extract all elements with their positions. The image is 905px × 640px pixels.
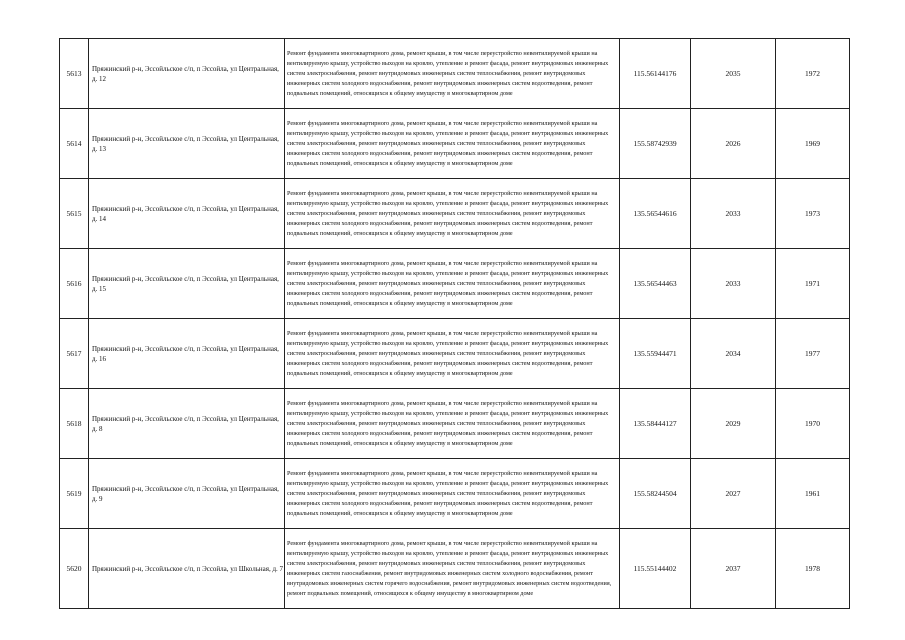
works-text: Ремонт фундамента многоквартирного дома, ремонт крыши, в том числе переустройство невентилируемой крыши на вентилируемую крышу, устройство выходов на кровлю, утепление и ремонт фасада, ремонт внутридомовых инженерных систем электроснабжения, ремонт внутридомовых инженерных систем теплоснабжения, ремонт внутридомовых инженерных систем холодного водоснабжения, ремонт внутридомовых инженерных систем водоотведения, ремонт подвальных помещений, относящихся к общему имуществу в многоквартирном доме bbox=[287, 329, 609, 377]
planned-year-cell: 2027 bbox=[691, 459, 776, 529]
table-row bbox=[60, 389, 850, 459]
built-year-cell: 1972 bbox=[776, 39, 850, 109]
address-cell: Пряжинский р-н, Эссойльское с/п, п Эссойла, ул Центральная, д. 12 bbox=[89, 39, 285, 109]
area-cell: 115.55144402 bbox=[620, 529, 691, 609]
address-cell: Пряжинский р-н, Эссойльское с/п, п Эссойла, ул Центральная, д. 14 bbox=[89, 179, 285, 249]
table-row bbox=[60, 529, 850, 609]
built-year-cell: 1969 bbox=[776, 109, 850, 179]
works-cell bbox=[285, 249, 620, 319]
row-number: 5617 bbox=[60, 319, 89, 389]
housing-repair-table bbox=[59, 38, 850, 609]
works-cell bbox=[285, 459, 620, 529]
address-cell: Пряжинский р-н, Эссойльское с/п, п Эссойла, ул Центральная, д. 16 bbox=[89, 319, 285, 389]
row-number: 5616 bbox=[60, 249, 89, 319]
table-row bbox=[60, 109, 850, 179]
area-cell: 135.56544463 bbox=[620, 249, 691, 319]
address-cell: Пряжинский р-н, Эссойльское с/п, п Эссойла, ул Школьная, д. 7 bbox=[89, 529, 285, 609]
works-cell bbox=[285, 319, 620, 389]
built-year-cell: 1978 bbox=[776, 529, 850, 609]
address-cell: Пряжинский р-н, Эссойльское с/п, п Эссойла, ул Центральная, д. 8 bbox=[89, 389, 285, 459]
planned-year-cell: 2033 bbox=[691, 249, 776, 319]
built-year-cell: 1961 bbox=[776, 459, 850, 529]
address-cell: Пряжинский р-н, Эссойльское с/п, п Эссойла, ул Центральная, д. 15 bbox=[89, 249, 285, 319]
row-number: 5613 bbox=[60, 39, 89, 109]
planned-year-cell: 2033 bbox=[691, 179, 776, 249]
works-cell bbox=[285, 39, 620, 109]
works-text: Ремонт фундамента многоквартирного дома, ремонт крыши, в том числе переустройство невентилируемой крыши на вентилируемую крышу, устройство выходов на кровлю, утепление и ремонт фасада, ремонт внутридомовых инженерных систем электроснабжения, ремонт внутридомовых инженерных систем теплоснабжения, ремонт внутридомовых инженерных систем газоснабжения, ремонт внутридомовых инженерных систем холодного водоснабжения, ремонт внутридомовых инженерных систем горячего водоснабжения, ремонт внутридомовых инженерных систем водоотведения, ремонт подвальных помещений, относящихся к общему имуществу в многоквартирном доме bbox=[287, 539, 612, 597]
area-cell: 155.58742939 bbox=[620, 109, 691, 179]
works-text: Ремонт фундамента многоквартирного дома, ремонт крыши, в том числе переустройство невентилируемой крыши на вентилируемую крышу, устройство выходов на кровлю, утепление и ремонт фасада, ремонт внутридомовых инженерных систем электроснабжения, ремонт внутридомовых инженерных систем теплоснабжения, ремонт внутридомовых инженерных систем холодного водоснабжения, ремонт внутридомовых инженерных систем водоотведения, ремонт подвальных помещений, относящихся к общему имуществу в многоквартирном доме bbox=[287, 469, 609, 517]
area-cell: 155.58244504 bbox=[620, 459, 691, 529]
area-cell: 135.55944471 bbox=[620, 319, 691, 389]
table-row bbox=[60, 319, 850, 389]
works-cell bbox=[285, 529, 620, 609]
table-row bbox=[60, 249, 850, 319]
works-cell bbox=[285, 389, 620, 459]
address-cell: Пряжинский р-н, Эссойльское с/п, п Эссойла, ул Центральная, д. 9 bbox=[89, 459, 285, 529]
planned-year-cell: 2035 bbox=[691, 39, 776, 109]
planned-year-cell: 2034 bbox=[691, 319, 776, 389]
built-year-cell: 1973 bbox=[776, 179, 850, 249]
table-body bbox=[60, 39, 850, 609]
works-text: Ремонт фундамента многоквартирного дома, ремонт крыши, в том числе переустройство невентилируемой крыши на вентилируемую крышу, устройство выходов на кровлю, утепление и ремонт фасада, ремонт внутридомовых инженерных систем электроснабжения, ремонт внутридомовых инженерных систем теплоснабжения, ремонт внутридомовых инженерных систем холодного водоснабжения, ремонт внутридомовых инженерных систем водоотведения, ремонт подвальных помещений, относящихся к общему имуществу в многоквартирном доме bbox=[287, 49, 609, 97]
area-cell: 115.56144176 bbox=[620, 39, 691, 109]
works-text: Ремонт фундамента многоквартирного дома, ремонт крыши, в том числе переустройство невентилируемой крыши на вентилируемую крышу, устройство выходов на кровлю, утепление и ремонт фасада, ремонт внутридомовых инженерных систем электроснабжения, ремонт внутридомовых инженерных систем теплоснабжения, ремонт внутридомовых инженерных систем холодного водоснабжения, ремонт внутридомовых инженерных систем водоотведения, ремонт подвальных помещений, относящихся к общему имуществу в многоквартирном доме bbox=[287, 399, 609, 447]
table-row bbox=[60, 459, 850, 529]
row-number: 5615 bbox=[60, 179, 89, 249]
area-cell: 135.58444127 bbox=[620, 389, 691, 459]
planned-year-cell: 2026 bbox=[691, 109, 776, 179]
row-number: 5619 bbox=[60, 459, 89, 529]
built-year-cell: 1971 bbox=[776, 249, 850, 319]
table-row bbox=[60, 179, 850, 249]
row-number: 5614 bbox=[60, 109, 89, 179]
planned-year-cell: 2037 bbox=[691, 529, 776, 609]
works-text: Ремонт фундамента многоквартирного дома, ремонт крыши, в том числе переустройство невентилируемой крыши на вентилируемую крышу, устройство выходов на кровлю, утепление и ремонт фасада, ремонт внутридомовых инженерных систем электроснабжения, ремонт внутридомовых инженерных систем теплоснабжения, ремонт внутридомовых инженерных систем холодного водоснабжения, ремонт внутридомовых инженерных систем водоотведения, ремонт подвальных помещений, относящихся к общему имуществу в многоквартирном доме bbox=[287, 259, 609, 307]
table-row bbox=[60, 39, 850, 109]
row-number: 5620 bbox=[60, 529, 89, 609]
works-text: Ремонт фундамента многоквартирного дома, ремонт крыши, в том числе переустройство невентилируемой крыши на вентилируемую крышу, устройство выходов на кровлю, утепление и ремонт фасада, ремонт внутридомовых инженерных систем электроснабжения, ремонт внутридомовых инженерных систем теплоснабжения, ремонт внутридомовых инженерных систем холодного водоснабжения, ремонт внутридомовых инженерных систем водоотведения, ремонт подвальных помещений, относящихся к общему имуществу в многоквартирном доме bbox=[287, 189, 609, 237]
area-cell: 135.56544616 bbox=[620, 179, 691, 249]
built-year-cell: 1970 bbox=[776, 389, 850, 459]
works-text: Ремонт фундамента многоквартирного дома, ремонт крыши, в том числе переустройство невентилируемой крыши на вентилируемую крышу, устройство выходов на кровлю, утепление и ремонт фасада, ремонт внутридомовых инженерных систем электроснабжения, ремонт внутридомовых инженерных систем теплоснабжения, ремонт внутридомовых инженерных систем холодного водоснабжения, ремонт внутридомовых инженерных систем водоотведения, ремонт подвальных помещений, относящихся к общему имуществу в многоквартирном доме bbox=[287, 119, 609, 167]
works-cell bbox=[285, 179, 620, 249]
works-cell bbox=[285, 109, 620, 179]
planned-year-cell: 2029 bbox=[691, 389, 776, 459]
address-cell: Пряжинский р-н, Эссойльское с/п, п Эссойла, ул Центральная, д. 13 bbox=[89, 109, 285, 179]
built-year-cell: 1977 bbox=[776, 319, 850, 389]
row-number: 5618 bbox=[60, 389, 89, 459]
